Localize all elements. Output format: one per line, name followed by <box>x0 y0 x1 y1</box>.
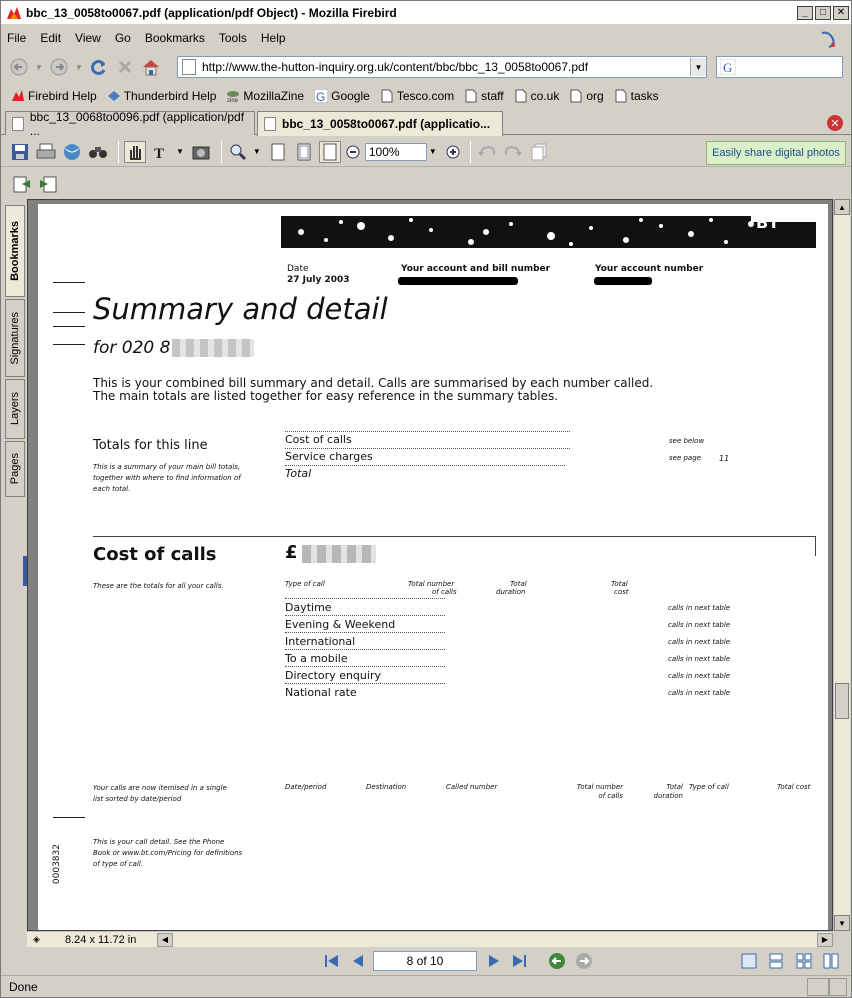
share-photos-button[interactable]: Easily share digital photos <box>706 141 846 165</box>
bookmark-label: co.uk <box>530 89 560 103</box>
detail-note-1: This is your call detail. See the Phone <box>93 838 225 846</box>
calls-next-table: calls in next table <box>668 672 731 680</box>
mozillazine-icon <box>226 89 240 103</box>
totals-row-service: Service charges <box>285 450 373 463</box>
previous-view-button[interactable] <box>11 173 33 195</box>
page-actual-icon <box>270 143 286 161</box>
close-window-button[interactable]: ✕ <box>833 6 849 20</box>
forward-dropdown[interactable]: ▼ <box>75 62 83 72</box>
menu-file[interactable]: File <box>7 31 27 45</box>
page-back-icon <box>12 174 32 194</box>
single-page-layout-icon[interactable] <box>741 953 757 969</box>
rotate-left-icon <box>477 143 497 161</box>
scroll-up-button[interactable]: ▲ <box>834 199 850 215</box>
call-type-daytime: Daytime <box>285 601 332 614</box>
page-size-icon: ◈ <box>33 934 40 944</box>
totals-note-2: together with where to find information of <box>93 474 241 482</box>
chevron-down-icon[interactable]: ▼ <box>176 147 184 156</box>
resize-grip[interactable] <box>829 978 847 996</box>
email-globe-icon <box>62 143 82 161</box>
search-box[interactable] <box>716 56 843 78</box>
page-forward-icon <box>38 174 58 194</box>
pixelated-amount <box>302 545 376 563</box>
zoom-in-tool-button[interactable] <box>227 141 249 163</box>
go-back-view-icon[interactable] <box>548 952 566 970</box>
pages-button[interactable] <box>528 141 550 163</box>
scroll-thumb[interactable] <box>835 683 849 719</box>
toolbar-separator <box>221 141 222 163</box>
detail-note-2: Book or www.bt.com/Pricing for definitions <box>93 849 243 857</box>
scroll-down-button[interactable]: ▼ <box>834 915 850 931</box>
margin-mark <box>53 344 85 345</box>
rotate-cw-button[interactable] <box>502 141 524 163</box>
calls-next-table: calls in next table <box>668 638 731 646</box>
itemised-note-2: list sorted by date/period <box>93 795 182 803</box>
dotted-rule <box>285 598 445 599</box>
forward-arrow-icon <box>49 57 69 77</box>
bookmark-firebird-help[interactable] <box>11 89 97 103</box>
select-text-button[interactable] <box>150 141 172 163</box>
dotted-rule <box>285 615 445 616</box>
calls-next-table: calls in next table <box>668 689 731 697</box>
save-icon <box>11 143 29 161</box>
side-tab-label: Pages <box>9 453 21 485</box>
toolbar-separator <box>470 141 471 163</box>
folder-icon <box>464 89 478 103</box>
bookmark-google[interactable] <box>314 89 370 103</box>
page-size-readout: 8.24 x 11.72 in <box>65 933 137 946</box>
title-bar <box>1 1 851 25</box>
navigation-panel-tabs <box>5 201 25 931</box>
minimize-button[interactable]: _ <box>797 6 813 20</box>
detail-col-total-number: Total number of calls <box>576 783 623 800</box>
pdf-page <box>38 204 828 931</box>
date-label: Date <box>287 264 309 274</box>
page-fit-icon <box>296 143 312 161</box>
bookmark-label: staff <box>481 89 504 103</box>
status-text: Done <box>9 979 38 994</box>
bookmark-tasks[interactable] <box>614 89 659 103</box>
tab-bbc-13-0058[interactable] <box>257 111 503 136</box>
toolbar-separator <box>118 141 119 163</box>
pixelated-number <box>172 339 254 357</box>
page-icon <box>12 117 24 131</box>
call-type-mobile: To a mobile <box>285 652 348 665</box>
margin-mark <box>53 326 85 327</box>
reload-icon <box>89 57 109 77</box>
hand-icon <box>126 143 144 161</box>
maximize-button[interactable]: □ <box>815 6 831 20</box>
cost-note: These are the totals for all your calls. <box>93 582 224 590</box>
pound-sign: £ <box>285 542 298 563</box>
page-icon <box>182 59 196 75</box>
thunderbird-icon <box>107 89 121 103</box>
col-total-duration-sub: duration <box>496 588 526 596</box>
intro-line-2: The main totals are listed together for easy reference in the summary tables. <box>93 389 559 403</box>
throbber-icon <box>819 29 839 49</box>
detail-note-3: of type of call. <box>93 860 144 868</box>
detail-col-type: Type of call <box>689 783 729 791</box>
previous-page-icon[interactable] <box>351 953 365 969</box>
back-button[interactable] <box>7 55 31 79</box>
redaction-bar <box>594 277 652 285</box>
tab-signatures[interactable] <box>5 299 25 377</box>
save-button[interactable] <box>9 141 31 163</box>
see-page: see page <box>669 454 701 462</box>
bookmark-label: Google <box>331 89 370 103</box>
bt-header-banner <box>281 212 816 250</box>
document-pages-icon <box>530 143 548 161</box>
google-search-icon <box>720 59 736 75</box>
col-total-cost: Total <box>611 580 628 588</box>
print-button[interactable] <box>35 141 57 163</box>
vertical-scrollbar[interactable] <box>833 199 850 931</box>
go-forward-view-icon[interactable] <box>575 952 593 970</box>
bookmark-org[interactable] <box>569 89 603 103</box>
account-label: Your account number <box>595 264 704 274</box>
close-tab-button[interactable]: ✕ <box>827 115 843 131</box>
section-rule-end <box>815 536 816 556</box>
tab-layers[interactable] <box>5 379 25 439</box>
col-total-number-sub: of calls <box>432 588 457 596</box>
continuous-facing-layout-icon[interactable] <box>823 953 839 969</box>
bookmark-label: Firebird Help <box>28 89 97 103</box>
fit-width-button[interactable] <box>319 141 341 163</box>
bookmark-label: org <box>586 89 604 103</box>
bookmark-label: MozillaZine <box>243 89 305 103</box>
totals-row-cost: Cost of calls <box>285 433 352 446</box>
bookmark-mozillazine[interactable] <box>226 89 304 103</box>
tab-bbc-13-0068[interactable] <box>5 109 255 138</box>
chevron-down-icon[interactable]: ▼ <box>252 147 261 156</box>
page-icon <box>264 117 276 131</box>
stop-button[interactable] <box>113 55 137 79</box>
detail-col-date: Date/period <box>285 783 327 791</box>
snapshot-button[interactable] <box>190 141 212 163</box>
horizontal-scrollbar[interactable] <box>27 931 833 947</box>
see-below: see below <box>669 437 705 445</box>
cost-of-calls-title: Cost of calls <box>93 544 217 565</box>
call-type-directory: Directory enquiry <box>285 669 381 682</box>
tab-bookmarks[interactable] <box>5 205 25 297</box>
itemised-note-1: Your calls are now itemised in a single <box>93 784 227 792</box>
back-arrow-icon <box>9 57 29 77</box>
date-value: 27 July 2003 <box>287 275 350 285</box>
detail-col-called-number: Called number <box>446 783 498 791</box>
dotted-rule <box>285 666 445 667</box>
facing-layout-icon[interactable] <box>796 953 812 969</box>
status-bar <box>1 975 851 997</box>
detail-col-destination: Destination <box>366 783 407 791</box>
margin-mark <box>53 282 85 283</box>
zoom-in-button[interactable] <box>445 141 461 163</box>
bookmark-label: tasks <box>630 89 659 103</box>
menu-go[interactable]: Go <box>114 31 131 45</box>
folder-icon <box>514 89 528 103</box>
side-tab-label: Bookmarks <box>9 221 21 281</box>
detail-col-total-duration: Total duration <box>653 783 683 800</box>
intro-line-1: This is your combined bill summary and detail. Calls are summarised by each number called. <box>93 376 654 390</box>
tab-label: bbc_13_0068to0096.pdf (application/pdf ... <box>29 109 245 138</box>
tab-label: bbc_13_0058to0067.pdf (applicatio... <box>282 117 491 131</box>
for-line: for 020 8 <box>93 338 171 358</box>
margin-mark <box>53 312 85 313</box>
svg-text:G: G <box>316 90 326 103</box>
stop-icon <box>115 57 135 77</box>
zoom-input[interactable]: 100% <box>365 143 427 161</box>
window-title: bbc_13_0058to0067.pdf (application/pdf Object) - Mozilla Firebird <box>26 5 397 20</box>
call-type-evening: Evening & Weekend <box>285 618 396 631</box>
next-page-icon[interactable] <box>487 953 501 969</box>
tab-strip <box>1 109 851 138</box>
col-type-of-call: Type of call <box>285 580 325 588</box>
google-icon <box>314 89 328 103</box>
section-rule <box>93 536 815 537</box>
search-doc-button[interactable] <box>87 141 109 163</box>
calls-next-table: calls in next table <box>668 604 731 612</box>
dotted-rule <box>285 431 570 432</box>
scroll-left-button[interactable]: ◀ <box>157 933 173 947</box>
bookmark-label: Thunderbird Help <box>123 89 217 103</box>
svg-text:T: T <box>154 145 165 161</box>
zoom-out-icon <box>346 145 360 159</box>
col-total-cost-sub: cost <box>614 588 629 596</box>
menu-help[interactable]: Help <box>260 31 286 45</box>
menu-edit[interactable]: Edit <box>40 31 62 45</box>
dotted-rule <box>285 632 445 633</box>
dotted-rule <box>285 649 445 650</box>
calls-next-table: calls in next table <box>668 621 731 629</box>
zoom-out-button[interactable] <box>345 141 361 163</box>
page-heading: Summary and detail <box>93 292 388 326</box>
url-input[interactable]: http://www.the-hutton-inquiry.org.uk/content/bbc/bbc_13_0058to0067.pdf <box>202 60 589 74</box>
bookmarks-toolbar <box>1 85 851 107</box>
page-icon <box>380 89 394 103</box>
margin-mark <box>53 817 85 818</box>
col-total-duration: Total <box>510 580 527 588</box>
text-select-icon <box>152 143 170 161</box>
calls-next-table: calls in next table <box>668 655 731 663</box>
hand-tool-button[interactable] <box>124 141 146 163</box>
continuous-layout-icon[interactable] <box>768 953 784 969</box>
reference-number: 0003832 <box>52 844 62 885</box>
next-view-button[interactable] <box>37 173 59 195</box>
dotted-rule <box>285 448 570 449</box>
col-total-number: Total number <box>408 580 455 588</box>
call-type-international: International <box>285 635 356 648</box>
print-icon <box>36 143 56 161</box>
call-type-national: National rate <box>285 686 357 699</box>
side-tab-label: Layers <box>9 392 21 426</box>
menu-bookmarks[interactable]: Bookmarks <box>144 31 205 45</box>
url-history-dropdown[interactable]: ▼ <box>690 58 706 76</box>
back-dropdown[interactable]: ▼ <box>35 62 43 72</box>
email-button[interactable] <box>61 141 83 163</box>
status-panel <box>807 978 829 996</box>
bookmark-staff[interactable] <box>464 89 503 103</box>
see-page-number: 11 <box>719 454 730 463</box>
home-button[interactable] <box>139 55 163 79</box>
redaction-bar <box>398 277 518 285</box>
svg-text:BT: BT <box>756 213 780 232</box>
side-tab-label: Signatures <box>9 311 21 365</box>
camera-icon <box>191 143 211 161</box>
page-number-input[interactable]: 8 of 10 <box>373 951 477 971</box>
last-page-icon[interactable] <box>511 953 529 969</box>
menu-view[interactable]: View <box>75 31 101 45</box>
rotate-ccw-button[interactable] <box>476 141 498 163</box>
totals-row-total: Total <box>285 467 312 480</box>
menu-bar <box>1 27 851 49</box>
url-bar[interactable] <box>177 56 707 78</box>
first-page-icon[interactable] <box>323 953 341 969</box>
page-width-icon <box>322 143 338 161</box>
binoculars-icon <box>88 143 108 161</box>
bookmark-thunderbird-help[interactable] <box>107 89 217 103</box>
account-bill-label: Your account and bill number <box>401 264 551 274</box>
zoom-dropdown-icon[interactable]: ▼ <box>428 147 437 156</box>
folder-icon <box>569 89 583 103</box>
scroll-right-button[interactable]: ▶ <box>817 933 833 947</box>
firebird-icon <box>6 5 22 21</box>
pdf-secondary-toolbar <box>1 169 851 199</box>
dotted-rule <box>285 465 565 466</box>
forward-button[interactable] <box>47 55 71 79</box>
magnifier-icon <box>229 143 247 161</box>
tab-pages[interactable] <box>5 441 25 497</box>
svg-text:G: G <box>723 60 733 75</box>
menu-tools[interactable]: Tools <box>218 31 247 45</box>
folder-icon <box>614 89 628 103</box>
svg-text:zine: zine <box>227 98 239 103</box>
firebird-icon <box>11 89 25 103</box>
bookmark-couk[interactable] <box>514 89 560 103</box>
reload-button[interactable] <box>87 55 111 79</box>
totals-note-1: This is a summary of your main bill totals, <box>93 463 241 471</box>
home-icon <box>141 57 161 77</box>
bookmark-label: Tesco.com <box>396 89 455 103</box>
zoom-in-icon <box>446 145 460 159</box>
rotate-right-icon <box>503 143 523 161</box>
actual-size-button[interactable] <box>267 141 289 163</box>
totals-note-3: each total. <box>93 485 131 493</box>
detail-col-total-cost: Total cost <box>777 783 811 791</box>
fit-page-button[interactable] <box>293 141 315 163</box>
bookmark-tesco[interactable] <box>380 89 454 103</box>
totals-title: Totals for this line <box>93 438 208 453</box>
document-viewer[interactable] <box>27 199 833 931</box>
dotted-rule <box>285 683 445 684</box>
